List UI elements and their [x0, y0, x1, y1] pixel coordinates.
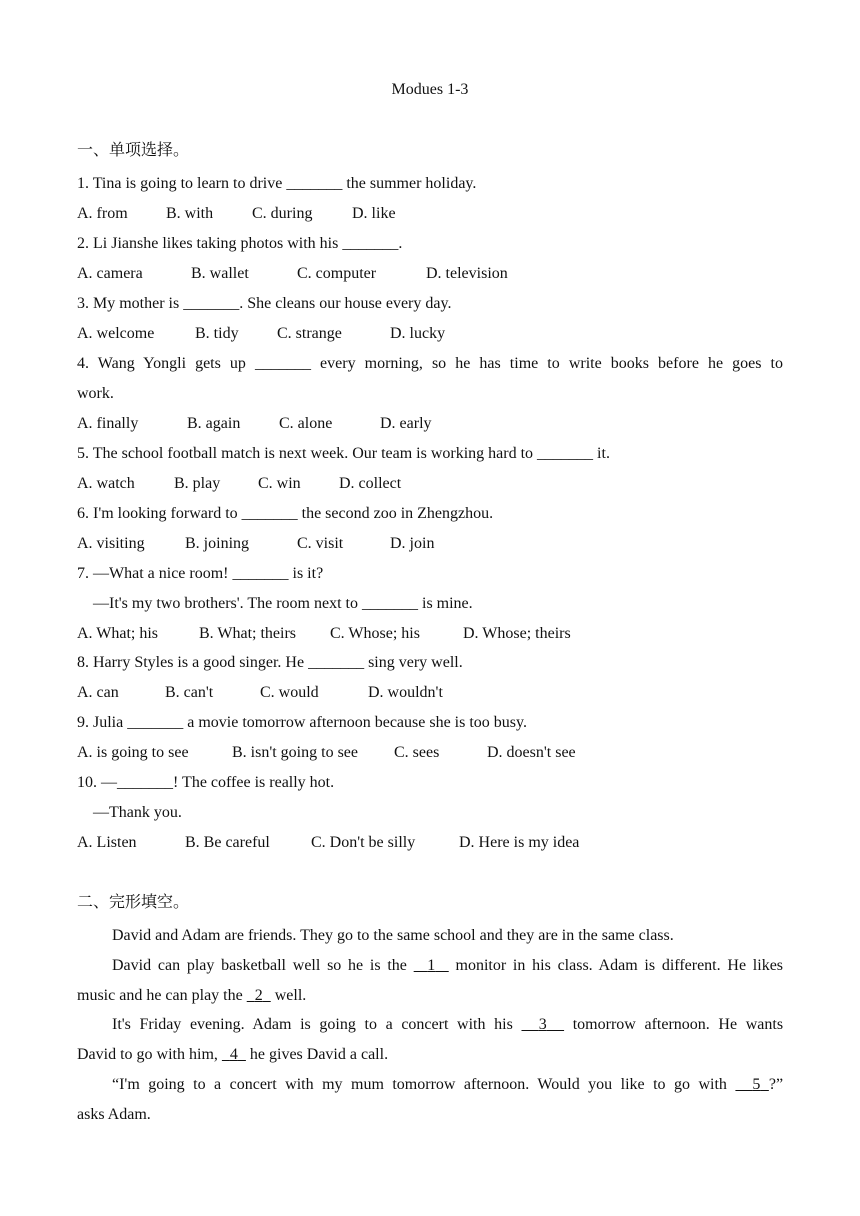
option: D. early [380, 415, 432, 432]
cloze-line [77, 986, 783, 1006]
blank-number: 3 [538, 1016, 547, 1033]
cloze-line: asks Adam. [77, 1106, 151, 1123]
question-stem: 7. —What a nice room! _______ is it? [77, 565, 324, 582]
option: B. wallet [191, 265, 249, 282]
option: D. television [426, 265, 508, 282]
option: A. welcome [77, 325, 155, 342]
option: C. would [260, 684, 319, 701]
question-stem: 9. Julia _______ a movie tomorrow afternoon because she is too busy. [77, 714, 527, 731]
option: D. collect [339, 475, 402, 492]
blank-number: 1 [427, 957, 436, 974]
option: A. can [77, 684, 119, 701]
cloze-paragraph: David and Adam are friends. They go to the same school and they are in the same class. [112, 927, 674, 944]
cloze-blank [247, 987, 271, 1004]
cloze-line [112, 1015, 783, 1035]
option: D. wouldn't [368, 684, 443, 701]
blank-number: 4 [229, 1046, 238, 1063]
cloze-text: “I'm going to a concert with my mum tomorrow afternoon. Would you like to go with [112, 1076, 727, 1093]
question-stem: 8. Harry Styles is a good singer. He _______ sing very well. [77, 654, 463, 671]
question-stem: 4. Wang Yongli gets up _______ every morning, so he has time to write books before he goes to [77, 355, 783, 372]
cloze-text: monitor in his class. Adam is different. He likes [455, 957, 784, 974]
option: C. visit [297, 535, 344, 552]
option: D. doesn't see [487, 744, 576, 761]
cloze-text: music and he can play the [77, 987, 243, 1004]
option: B. with [166, 205, 214, 222]
option: B. isn't going to see [232, 744, 358, 761]
cloze-text: David to go with him, [77, 1046, 218, 1063]
cloze-line [77, 1045, 783, 1065]
option: A. What; his [77, 625, 159, 642]
question-stem: 3. My mother is _______. She cleans our house every day. [77, 295, 452, 312]
option: C. win [258, 475, 301, 492]
option: D. Here is my idea [459, 834, 580, 851]
cloze-blank [521, 1016, 564, 1033]
option: A. Listen [77, 834, 137, 851]
section-heading: 一、单项选择。 [77, 142, 190, 159]
cloze-text: David can play basketball well so he is the [112, 957, 407, 974]
option: B. What; theirs [199, 625, 297, 642]
option: C. computer [297, 265, 377, 282]
option: D. like [352, 205, 396, 222]
blank-number: 5 [752, 1076, 761, 1093]
question-stem-cont: work. [77, 385, 114, 402]
cloze-line [112, 1075, 783, 1095]
document-title: Modues 1-3 [391, 81, 469, 98]
question-stem: 1. Tina is going to learn to drive _______ the summer holiday. [77, 175, 477, 192]
option: D. Whose; theirs [463, 625, 571, 642]
question-stem: 5. The school football match is next week. Our team is working hard to _______ it. [77, 445, 610, 462]
cloze-blank [222, 1046, 246, 1063]
cloze-text: ?” [768, 1076, 784, 1093]
option: C. during [252, 205, 313, 222]
question-stem: 6. I'm looking forward to _______ the second zoo in Zhengzhou. [77, 505, 494, 522]
question-stem-cont: —It's my two brothers'. The room next to _______ is mine. [93, 595, 473, 612]
cloze-blank [414, 957, 449, 974]
option: A. from [77, 205, 128, 222]
cloze-text: It's Friday evening. Adam is going to a concert with his [112, 1016, 513, 1033]
option: A. camera [77, 265, 143, 282]
option: A. watch [77, 475, 135, 492]
option: C. sees [394, 744, 440, 761]
option: A. is going to see [77, 744, 189, 761]
cloze-blank [735, 1076, 768, 1093]
question-stem: 10. —_______! The coffee is really hot. [77, 774, 335, 791]
option: B. again [187, 415, 241, 432]
option: C. alone [279, 415, 333, 432]
option: B. play [174, 475, 221, 492]
option: B. can't [165, 684, 214, 701]
option: C. Don't be silly [311, 834, 416, 851]
option: D. lucky [390, 325, 446, 342]
cloze-text: tomorrow afternoon. He wants [572, 1016, 784, 1033]
section-heading: 二、完形填空。 [77, 894, 190, 911]
option: A. finally [77, 415, 139, 432]
cloze-text: well. [274, 987, 307, 1004]
cloze-line [112, 956, 783, 976]
option: B. joining [185, 535, 250, 552]
option: C. strange [277, 325, 342, 342]
question-stem-cont: —Thank you. [93, 804, 182, 821]
cloze-text: he gives David a call. [249, 1046, 389, 1063]
option: B. tidy [195, 325, 239, 342]
blank-number: 2 [254, 987, 263, 1004]
question-stem: 2. Li Jianshe likes taking photos with his _______. [77, 235, 403, 252]
option: A. visiting [77, 535, 145, 552]
option: C. Whose; his [330, 625, 420, 642]
option: B. Be careful [185, 834, 270, 851]
option: D. join [390, 535, 435, 552]
